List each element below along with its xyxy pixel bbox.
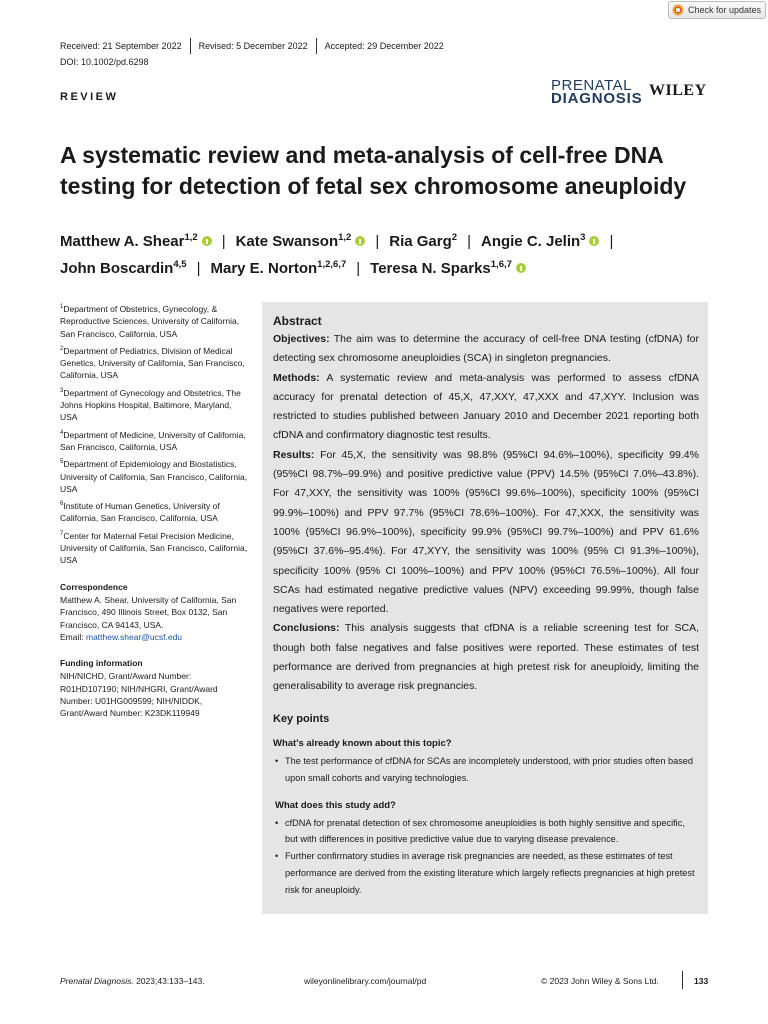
author[interactable]: Mary E. Norton$^{1,2,6,7}$: [210, 259, 347, 277]
author-separator: |: [221, 233, 226, 250]
known-heading: What's already known about this topic?: [273, 737, 452, 749]
author-separator: |: [467, 233, 471, 250]
journal-logo-line2: DIAGNOSIS: [551, 90, 643, 107]
check-for-updates-icon: [672, 4, 684, 16]
footer-copyright: © 2023 John Wiley & Sons Ltd.: [541, 976, 659, 986]
abstract-conclusions: Conclusions: This analysis suggests that cfDNA is a reliable screening test for SCA, though both false negatives and false positives were reported. These estimates of test performance are derived from pregnancies at high pretest risk for aneuploidy, limiting the generalisability to average risk pregnancies.: [273, 622, 699, 693]
affiliation: $^4$Department of Medicine, University of California, San Francisco, California, USA: [60, 429, 246, 452]
author[interactable]: Teresa N. Sparks$^{1,6,7}$: [370, 260, 526, 277]
abstract-content: [273, 312, 699, 899]
correspondence-text: Matthew A. Shear, University of California, San Francisco, 490 Illinois Street, Box 0132, San Francisco, CA 94143, USA. Email: matthew.shear@ucsf.edu: [60, 594, 237, 642]
article-dates: [60, 38, 444, 54]
accepted-date: Accepted: 29 December 2022: [324, 41, 444, 51]
author-separator: |: [609, 233, 614, 250]
author-separator: |: [375, 233, 380, 250]
abstract-methods: Methods: A systematic review and meta-analysis was performed to assess cfDNA accuracy for prenatal detection of 45,X, 47,XXY, 47,XXX and 47,XYY. Inclusion was restricted to studies published between January 2010 and December 2021 reporting both cfDNA and confirmatory diagnostic test results.: [273, 371, 699, 442]
page-number: 133: [694, 976, 709, 986]
affiliation: $^2$Department of Pediatrics, Division of Medical Genetics, University of California, San Francisco, California, USA: [60, 345, 245, 381]
date-divider: [316, 38, 317, 54]
known-list: [273, 753, 699, 787]
article-title: A systematic review and meta-analysis of cell-free DNA testing for detection of fetal sex chromosome aneuploidy: [60, 142, 687, 199]
orcid-icon[interactable]: [202, 236, 212, 246]
section-label: REVIEW: [60, 91, 119, 103]
author[interactable]: John Boscardin$^{4,5}$: [60, 259, 187, 277]
affiliation: $^7$Center for Maternal Fetal Precision Medicine, University of California, San Francisco, California, USA: [60, 530, 248, 566]
publisher-logo: WILEY: [649, 82, 707, 99]
received-date: Received: 21 September 2022: [60, 41, 182, 51]
author-separator: |: [196, 260, 201, 277]
funding-text: NIH/NICHD, Grant/Award Number: R01HD107190; NIH/NHGRI, Grant/Award Number: U01HG009599; NIH/NIDDK, Grant/Award Number: K23DK119949: [60, 671, 218, 719]
footer-divider: [682, 971, 683, 989]
email-link[interactable]: matthew.shear@ucsf.edu: [85, 631, 183, 642]
journal-logo-line1: PRENATAL: [551, 77, 632, 94]
funding-heading: Funding information: [60, 658, 143, 669]
abstract-heading: Abstract: [273, 314, 322, 328]
author-separator: |: [356, 260, 361, 277]
affiliation: $^1$Department of Obstetrics, Gynecology, & Reproductive Sciences, University of California, San Francisco, California, USA: [60, 304, 240, 339]
side-column: [60, 303, 248, 720]
orcid-icon[interactable]: [516, 263, 526, 273]
author-list: [60, 228, 740, 282]
orcid-icon[interactable]: [589, 236, 599, 246]
list-item: • cfDNA for prenatal detection of sex chromosome aneuploidies is both highly sensitive and specific, but with differences in positive predictive value due to varying disease prevalence.: [273, 815, 699, 849]
adds-heading: What does this study add?: [275, 799, 396, 811]
key-points-heading: Key points: [273, 712, 330, 725]
list-item: • The test performance of cfDNA for SCAs are incompletely understood, with prior studies often based upon small cohorts and varying technologies.: [273, 753, 699, 787]
footer-url[interactable]: wileyonlinelibrary.com/journal/pd: [304, 976, 427, 986]
author[interactable]: Matthew A. Shear$^{1,2}$: [60, 233, 212, 250]
check-for-updates-label: Check for updates: [688, 5, 762, 15]
list-item: • Further confirmatory studies in average risk pregnancies are needed, as these estimates of test performance are derived from the existing literature which largely reflects pregnancies at high pretest risk for aneuploidy.: [273, 848, 699, 898]
footer-citation: Prenatal Diagnosis. 2023;43:133–143.: [60, 976, 205, 986]
revised-date: Revised: 5 December 2022: [198, 41, 308, 51]
abstract-objectives: Objectives: The aim was to determine the accuracy of cell-free DNA testing (cfDNA) for detecting sex chromosome aneuploidies (SCA) in singleton pregnancies.: [273, 333, 699, 365]
abstract-box: [262, 302, 708, 914]
affiliation: $^6$Institute of Human Genetics, University of California, San Francisco, California, USA: [60, 501, 220, 524]
correspondence-heading: Correspondence: [60, 581, 128, 592]
abstract-results: Results: For 45,X, the sensitivity was 98.8% (95%CI 94.6%–100%), specificity 99.4% (95%CI 98.7%–99.9%) and positive predictive value (PPV) 14.5% (95%CI 7.0%–43.8%). For 47,XXY, the sensitivity was 100% (95%CI 99.6%–100%), specificity 100% (95%CI 99.9%–100%) and PPV 97.7% (95%CI 78.6%–100%). For 47,XXX, the sensitivity was 100% (95%CI 96.9%–100%), specificity 99.9% (95%CI 99.7%–100%) and PPV 61.6% (95%CI 37.6%–95.4%). For 47,XYY, the sensitivity was 100% (95% CI 91.3%–100%), specificity 100% (95% CI 100%–100%) and PPV 100% (95%CI 76.5%–100%). All four SCAs had estimated negative predictive values (NPV) exceeding 99.99%, though false negatives were reported.: [273, 448, 699, 616]
author[interactable]: Angie C. Jelin$^3$: [481, 233, 599, 250]
author[interactable]: Kate Swanson$^{1,2}$: [236, 233, 366, 250]
doi[interactable]: DOI: 10.1002/pd.6298: [60, 57, 149, 67]
orcid-icon[interactable]: [355, 236, 365, 246]
affiliation: $^3$Department of Gynecology and Obstetrics, The Johns Hopkins Hospital, Baltimore, Maryland, USA: [60, 387, 241, 423]
date-divider: [190, 38, 191, 54]
adds-list: [273, 815, 699, 899]
author[interactable]: Ria Garg$^2$: [389, 232, 458, 250]
affiliation: $^5$Department of Epidemiology and Biostatistics, University of California, San Francisco, California, USA: [60, 459, 248, 494]
check-for-updates-button[interactable]: [668, 1, 766, 19]
